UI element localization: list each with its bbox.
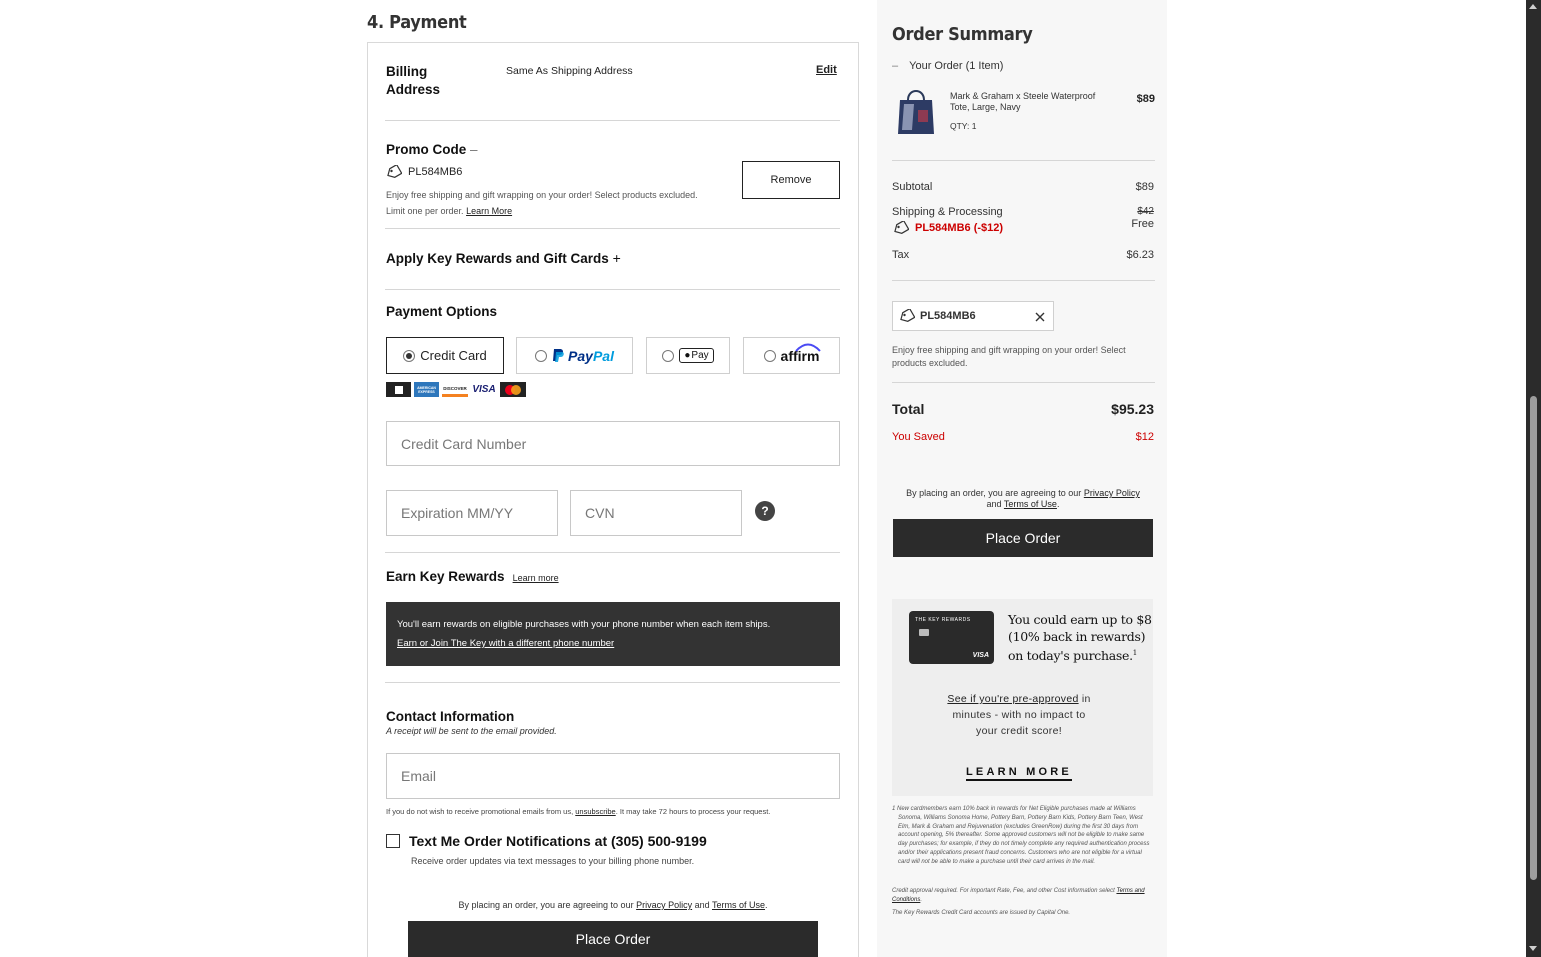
terms-and-conditions-link[interactable]: Terms and Conditions: [892, 888, 1145, 903]
divider: [892, 382, 1155, 383]
shipping-promo: PL584MB6 (-$12): [893, 221, 1003, 235]
card-number-input[interactable]: Credit Card Number: [386, 421, 840, 466]
billing-edit-link[interactable]: Edit: [816, 64, 837, 76]
payment-section-title: 4. Payment: [367, 12, 467, 33]
card-brand: THE KEY REWARDS: [915, 617, 971, 623]
product-name[interactable]: Mark & Graham x Steele Waterproof Tote, Large, Navy: [950, 91, 1096, 112]
amex-icon: AMERICAN EXPRESS: [414, 382, 439, 397]
payment-option-credit-card[interactable]: Credit Card: [386, 337, 504, 374]
subtotal-value: $89: [1135, 181, 1154, 193]
expiration-input[interactable]: Expiration MM/YY: [386, 490, 558, 536]
billing-address-value: Same As Shipping Address: [506, 65, 633, 77]
tax-label: Tax: [892, 249, 910, 261]
key-rewards-gift-cards-toggle[interactable]: Apply Key Rewards and Gift Cards +: [386, 250, 621, 266]
key-rewards-card-image: [909, 611, 994, 664]
rewards-info-box: You'll earn rewards on eligible purchases with your phone number when each item ships. Earn or Join The Key with a different phone number: [386, 602, 840, 666]
product-price: $89: [1136, 93, 1155, 105]
divider: [385, 552, 840, 553]
terms-of-use-link[interactable]: Terms of Use: [712, 900, 766, 910]
total-value: $95.23: [1111, 401, 1154, 417]
place-order-button[interactable]: Place Order: [408, 921, 818, 957]
divider: [385, 228, 840, 229]
affirm-logo: affirm: [781, 348, 820, 364]
promo-learn-more-link[interactable]: Learn More: [466, 206, 513, 216]
contact-subtext: A receipt will be sent to the email provided.: [386, 726, 557, 736]
remove-promo-button[interactable]: Remove: [742, 161, 840, 199]
fine-print-rewards: 1 New cardmembers earn 10% back in rewards for Net Eligible purchases made at Williams Sonoma, Williams Sonoma Home, Pottery Barn, Pottery Barn Kids, Pottery Barn Teen, West Elm, Mark & Graham and Rejuvenation (excludes GreenRow) during the first 30 days from account opening, 5% thereafter. Some approved customers will not be eligible to make same day purchases; for example, if they do not timely complete any required authentication process and/or their applications present fraud concerns. Customers who are not eligible for a virtual card will not be able to make a purchase until their card arrives in the mail.: [892, 806, 1150, 865]
close-icon[interactable]: [1035, 312, 1045, 322]
unsubscribe-link[interactable]: unsubscribe: [575, 807, 616, 816]
fine-print-issuer: The Key Rewards Credit Card accounts are issued by Capital One.: [892, 910, 1071, 916]
shipping-value: Free: [1131, 218, 1154, 230]
discover-icon: DISCOVER: [442, 382, 468, 397]
radio-affirm[interactable]: [764, 350, 776, 362]
mastercard-icon: [500, 382, 526, 397]
sms-label[interactable]: Text Me Order Notifications at (305) 500-9199: [409, 833, 707, 849]
billing-address-label: Billing Address: [386, 64, 441, 97]
divider: [385, 682, 840, 683]
expand-icon[interactable]: +: [612, 250, 621, 266]
summary-terms-of-use-link[interactable]: Terms of Use: [1003, 499, 1057, 509]
chip-icon: [919, 629, 929, 636]
payment-option-apple-pay[interactable]: [646, 337, 730, 374]
applied-promo: [386, 165, 462, 179]
contact-info-heading: Contact Information: [386, 709, 515, 724]
promo-code-value: PL584MB6: [408, 166, 463, 178]
different-phone-link[interactable]: Earn or Join The Key with a different phone number: [397, 638, 615, 649]
card-learn-more-link[interactable]: LEARN MORE: [966, 766, 1072, 781]
tote-bag-icon: [894, 86, 938, 138]
payment-option-paypal[interactable]: [516, 337, 633, 374]
payment-options-heading: Payment Options: [386, 304, 498, 319]
earn-key-rewards: Earn Key Rewards Learn more: [386, 569, 559, 584]
affirm-arc-icon: [794, 342, 822, 352]
privacy-policy-link[interactable]: Privacy Policy: [636, 900, 693, 910]
product-qty: QTY: 1: [950, 121, 977, 131]
key-card-icon: [386, 382, 411, 397]
divider: [385, 289, 840, 290]
promo-description: Enjoy free shipping and gift wrapping on your order! Select products excluded. Limit one per order. Learn More: [386, 190, 698, 216]
order-agreement: By placing an order, you are agreeing to our Privacy Policy and Terms of Use.: [458, 900, 768, 910]
visa-icon: VISA: [972, 652, 989, 659]
summary-promo-description: Enjoy free shipping and gift wrapping on your order! Select products excluded.: [892, 345, 1126, 368]
shipping-label: Shipping & Processing: [892, 206, 1003, 218]
promo-code-heading[interactable]: Promo Code –: [386, 142, 478, 157]
sms-checkbox[interactable]: [386, 834, 400, 848]
email-input[interactable]: Email: [386, 753, 840, 799]
scroll-down-icon[interactable]: [1529, 946, 1537, 951]
total-label: Total: [892, 401, 925, 417]
tax-value: $6.23: [1126, 249, 1154, 261]
subtotal-label: Subtotal: [892, 181, 933, 193]
page-scrollbar[interactable]: [1526, 0, 1541, 957]
radio-apple-pay[interactable]: [662, 350, 674, 362]
summary-place-order-button[interactable]: Place Order: [893, 519, 1153, 557]
apple-icon: ●: [684, 350, 691, 361]
cvn-help-icon[interactable]: ?: [755, 501, 775, 521]
radio-paypal[interactable]: [535, 350, 547, 362]
unsubscribe-note: If you do not wish to receive promotional emails from us, unsubscribe. It may take 72 hours to process your request.: [386, 807, 771, 816]
rewards-headline: You could earn up to $8 (10% back in rewards) on today's purchase.$^1$: [1008, 612, 1152, 664]
scroll-thumb[interactable]: [1530, 396, 1537, 880]
order-summary-title: Order Summary: [892, 24, 1033, 45]
key-rewards-card-promo: [892, 599, 1153, 796]
divider: [892, 160, 1155, 161]
tag-icon: [899, 309, 915, 323]
earn-rewards-learn-more-link[interactable]: Learn more: [512, 573, 559, 583]
learn-more-wrap: [892, 762, 1146, 780]
preapproved-text: See if you're pre-approved in minutes - with no impact to your credit score!: [947, 693, 1091, 737]
you-saved-label: You Saved: [892, 431, 945, 443]
paypal-icon: [552, 348, 565, 363]
payment-option-affirm[interactable]: [743, 337, 840, 374]
tag-icon: [386, 165, 402, 179]
your-order-toggle[interactable]: – Your Order (1 Item): [892, 60, 1004, 72]
you-saved-value: $12: [1135, 431, 1154, 443]
visa-icon: VISA: [472, 384, 496, 395]
summary-privacy-policy-link[interactable]: Privacy Policy: [1083, 488, 1140, 498]
tag-icon: [893, 221, 909, 235]
card-brands: [386, 382, 526, 397]
preapproved-link[interactable]: See if you're pre-approved: [947, 693, 1079, 705]
divider: [892, 280, 1155, 281]
product-image[interactable]: [894, 86, 938, 138]
applied-promo-chip: PL584MB6: [892, 301, 1054, 331]
fine-print-credit: Credit approval required. For important Rate, Fee, and other Cost information select Terms and Conditions.: [892, 888, 1145, 903]
summary-order-agreement: By placing an order, you are agreeing to our Privacy Policy and Terms of Use.: [906, 488, 1140, 509]
paypal-logo: PayPal: [552, 348, 614, 364]
radio-credit-card[interactable]: [403, 350, 415, 362]
cvn-input[interactable]: CVN: [570, 490, 742, 536]
shipping-original-price: $42: [1137, 206, 1154, 217]
divider: [385, 120, 840, 121]
apple-pay-logo: ● Pay: [679, 348, 713, 363]
sms-subtext: Receive order updates via text messages to your billing phone number.: [411, 856, 695, 866]
collapse-icon[interactable]: –: [470, 142, 478, 157]
collapse-icon[interactable]: –: [892, 60, 899, 72]
scroll-up-icon[interactable]: [1529, 4, 1537, 9]
